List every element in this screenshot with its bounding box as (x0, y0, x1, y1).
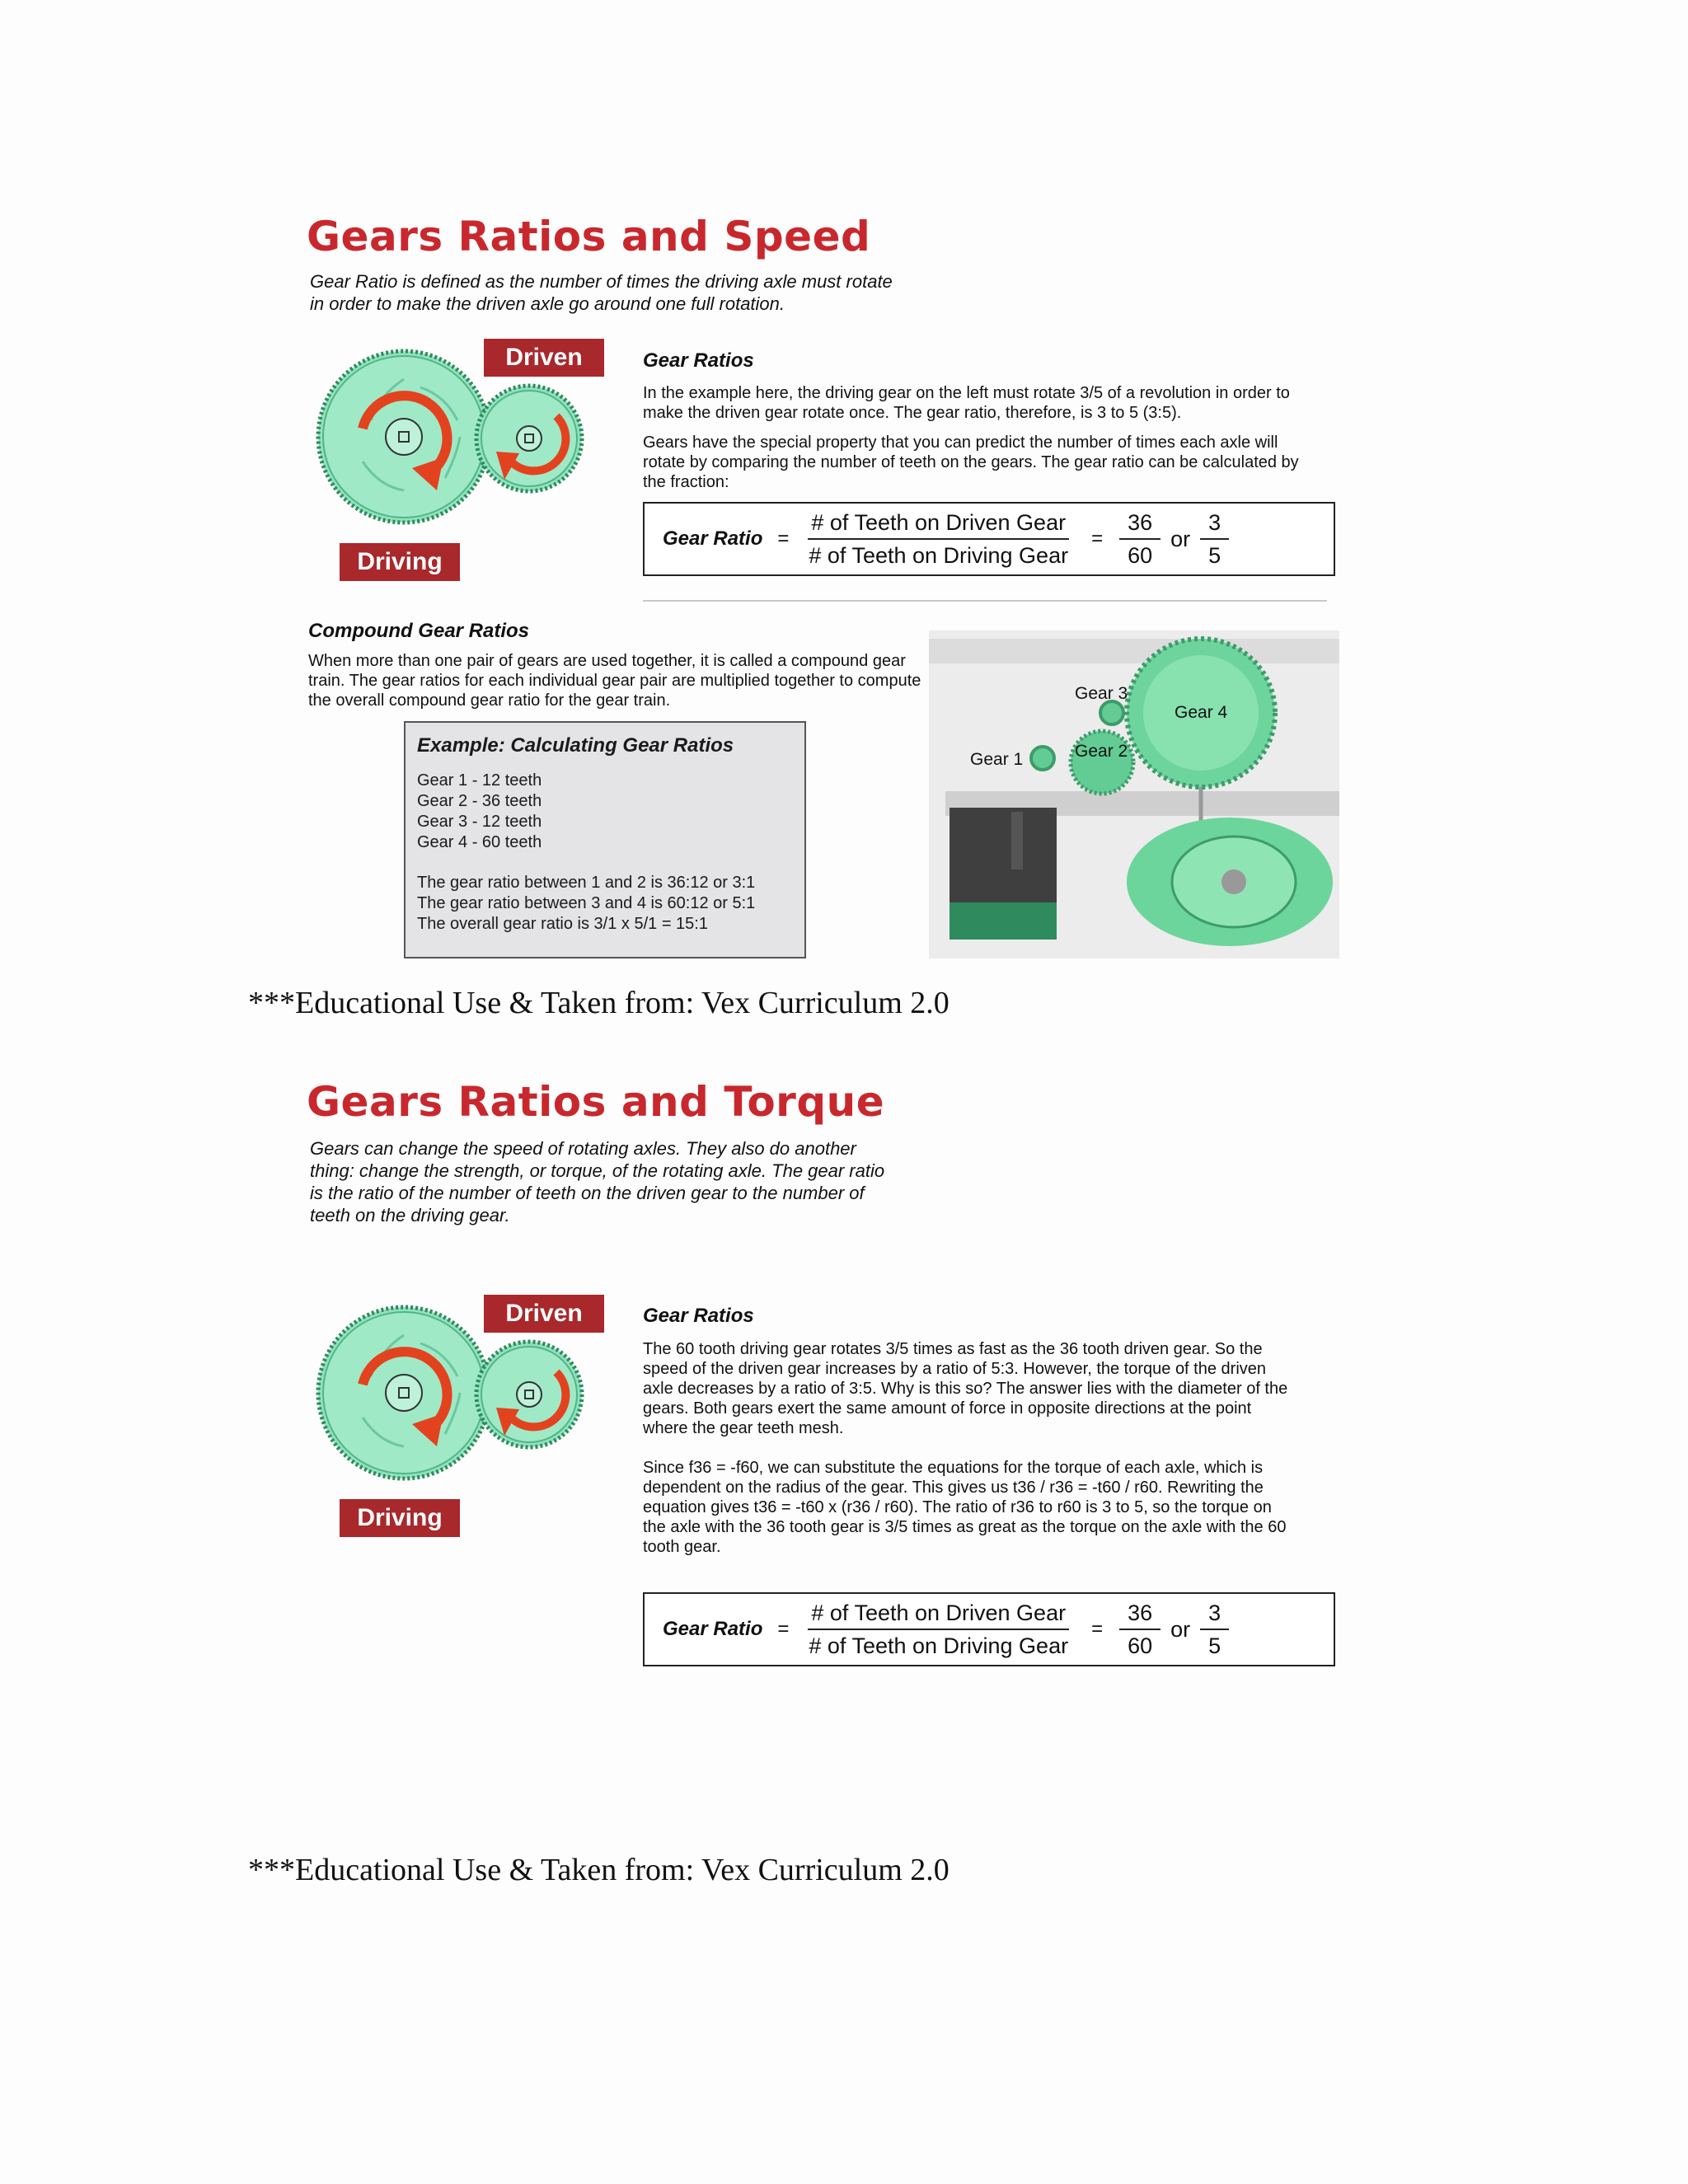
example-gear-list (417, 771, 793, 853)
formula-value-denominator: 60 (1128, 543, 1153, 568)
torque-para-2: Since f36 = -f60, we can substitute the equations for the torque of each axle, which is dependent on the radius of the gear. This gives us t36 / r36 = -t60 / r60. Rewriting the equation gives t36 = -t60 x (r36 / r60). The ratio of r36 to r60 is 3 to 5, so the torque on the axle with the 36 tooth gear is 3/5 times as great as the torque on the axle with the 60 tooth gear. (643, 1459, 1287, 1556)
section-divider (643, 600, 1327, 602)
formula-value-numerator: 36 (1119, 1601, 1160, 1630)
formula-simplified-numerator: 3 (1200, 510, 1229, 540)
photo-label-gear-1: Gear 1 (970, 750, 1024, 769)
example-result-2: The gear ratio between 3 and 4 is 60:12 or 5:1 (417, 894, 756, 912)
torque-intro: Gears can change the speed of rotating axles. They also do another thing: change the strength, or torque, of the rotating axle. The gear ratio is the ratio of the number of teeth on the driven gear to the number of teeth on the driving gear. (310, 1138, 885, 1226)
formula-value-fraction (1119, 510, 1160, 568)
gear-ratio-formula (643, 502, 1335, 576)
formula-simplified-denominator: 5 (1208, 543, 1221, 568)
compound-gear-photo (929, 630, 1339, 958)
formula-fraction (805, 1601, 1071, 1658)
example-result-3: The overall gear ratio is 3/1 x 5/1 = 15:1 (417, 915, 708, 933)
example-gear-2: Gear 2 - 36 teeth (417, 792, 542, 810)
formula-lhs: Gear Ratio (663, 1618, 763, 1640)
gear-ratios-para-2: Gears have the special property that you can predict the number of times each axle will rotate by comparing the number of teeth on the gears. The gear ratio can be calculated by the fraction: (643, 434, 1299, 491)
attribution-footer-1: ***Educational Use & Taken from: Vex Curriculum 2.0 (248, 986, 950, 1020)
formula-or: or (1170, 526, 1191, 551)
photo-label-gear-3: Gear 3 (1075, 684, 1128, 703)
formula-fraction (805, 510, 1071, 568)
formula-value-fraction (1119, 1601, 1160, 1658)
formula-simplified-fraction (1200, 1601, 1229, 1658)
gear-ratios-body (643, 383, 1302, 502)
speed-title: Gears Ratios and Speed (307, 213, 871, 260)
formula-value-denominator: 60 (1128, 1633, 1153, 1658)
example-gear-1: Gear 1 - 12 teeth (417, 771, 542, 790)
compound-heading: Compound Gear Ratios (308, 620, 530, 642)
formula-equals: = (777, 527, 790, 550)
speed-intro: Gear Ratio is defined as the number of times the driving axle must rotate in order to make the driven axle go around one full rotation. (310, 271, 893, 314)
example-gear-3: Gear 3 - 12 teeth (417, 813, 542, 831)
formula-numerator: # of Teeth on Driven Gear (808, 510, 1069, 540)
photo-label-gear-2: Gear 2 (1075, 742, 1128, 761)
gear-ratios-para-1: In the example here, the driving gear on the left must rotate 3/5 of a revolution in order to make the driven gear rotate once. The gear ratio, therefore, is 3 to 5 (3:5). (643, 384, 1290, 422)
torque-body (643, 1339, 1294, 1567)
formula-lhs: Gear Ratio (663, 527, 763, 550)
formula-equals-2: = (1091, 527, 1104, 550)
torque-title: Gears Ratios and Torque (307, 1078, 885, 1126)
formula-simplified-fraction (1200, 510, 1229, 568)
formula-simplified-denominator: 5 (1208, 1633, 1221, 1658)
example-result-1: The gear ratio between 1 and 2 is 36:12 or 3:1 (417, 874, 756, 892)
gear-ratios-heading: Gear Ratios (643, 349, 754, 372)
formula-equals: = (777, 1618, 790, 1640)
example-gear-4: Gear 4 - 60 teeth (417, 833, 542, 851)
example-results (417, 873, 793, 935)
gear-train-illustration (929, 630, 1339, 958)
formula-denominator: # of Teeth on Driving Gear (809, 1633, 1069, 1658)
formula-or: or (1170, 1616, 1191, 1642)
driven-label-2: Driven (484, 1295, 604, 1333)
example-title: Example: Calculating Gear Ratios (417, 734, 734, 757)
formula-denominator: # of Teeth on Driving Gear (809, 543, 1069, 568)
driving-label: Driving (340, 543, 460, 581)
gear-ratio-formula-2 (643, 1592, 1335, 1666)
photo-label-gear-4: Gear 4 (1175, 703, 1228, 722)
torque-gear-ratios-heading: Gear Ratios (643, 1305, 754, 1327)
formula-value-numerator: 36 (1119, 510, 1160, 540)
driven-label: Driven (484, 339, 604, 377)
driving-label-2: Driving (340, 1499, 460, 1537)
torque-para-1: The 60 tooth driving gear rotates 3/5 times as fast as the 36 tooth driven gear. So the speed of the driven gear increases by a ratio of 5:3. However, the torque of the driven axle decreases by a ratio of 3:5. Why is this so? The answer lies with the diameter of the gears. Both gears exert the same amount of force in opposite directions at the point where the gear teeth mesh. (643, 1340, 1288, 1437)
example-box (404, 721, 806, 958)
attribution-footer-2: ***Educational Use & Taken from: Vex Curriculum 2.0 (248, 1853, 950, 1887)
formula-equals-2: = (1091, 1618, 1104, 1640)
formula-simplified-numerator: 3 (1200, 1601, 1229, 1630)
compound-text: When more than one pair of gears are used together, it is called a compound gear train. The gear ratios for each individual gear pair are multiplied together to compute the overall compound gear ratio for the gear train. (308, 652, 921, 710)
formula-numerator: # of Teeth on Driven Gear (808, 1601, 1069, 1630)
